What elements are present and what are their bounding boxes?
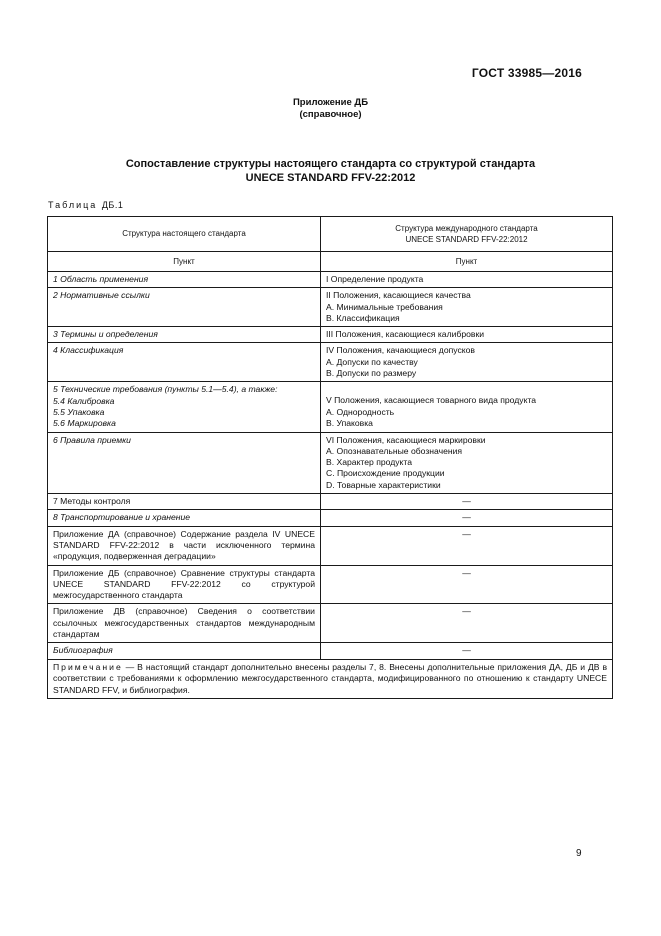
left-cell: Приложение ДБ (справочное) Сравнение структуры стандарта UNECE STANDARD FFV-22:2012 со структурой межгосударственного стандарта bbox=[48, 565, 321, 604]
right-cell: — bbox=[321, 510, 613, 526]
right-cell: — bbox=[321, 565, 613, 604]
left-cell: 7 Методы контроля bbox=[48, 494, 321, 510]
left-cell: Приложение ДА (справочное) Содержание раздела IV UNECE STANDARD FFV-22:2012 в части исключенного термина «продукция, подверженная деградации» bbox=[48, 526, 321, 565]
table-caption-number: ДБ.1 bbox=[101, 200, 124, 210]
right-cell: — bbox=[321, 494, 613, 510]
right-cell: III Положения, касающиеся калибровки bbox=[321, 327, 613, 343]
table-row bbox=[48, 382, 613, 432]
right-cell: IV Положения, качающиеся допусков A. Допуски по качеству B. Допуски по размеру bbox=[321, 343, 613, 382]
page-number: 9 bbox=[576, 848, 582, 859]
table-row bbox=[48, 327, 613, 343]
left-cell: Приложение ДВ (справочное) Сведения о соответствии ссылочных межгосударственных стандартов международным стандартам bbox=[48, 604, 321, 643]
note-text: — В настоящий стандарт дополнительно внесены разделы 7, 8. Внесены дополнительные приложения ДА, ДБ и ДВ в соответствии с требованиями к оформлению межгосударственного стандарта, модифицированного по отношению к стандарту UNECE STANDARD FFV, и библиография. bbox=[53, 661, 608, 695]
col2-header bbox=[321, 217, 613, 252]
right-cell: I Определение продукта bbox=[321, 272, 613, 288]
table-row bbox=[48, 272, 613, 288]
left-cell: 5 Технические требования (пункты 5.1—5.4), а также: 5.4 Калибровка 5.5 Упаковка 5.6 Маркировка bbox=[48, 382, 321, 432]
table-note bbox=[48, 659, 613, 699]
main-title-line-1: Сопоставление структуры настоящего стандарта со структурой стандарта bbox=[125, 158, 536, 170]
table-row bbox=[48, 604, 613, 643]
right-cell: — bbox=[321, 643, 613, 659]
right-cell: V Положения, касающиеся товарного вида продукта A. Однородность B. Упаковка bbox=[321, 382, 613, 432]
col1-header: Структура настоящего стандарта bbox=[48, 217, 321, 252]
table-row bbox=[48, 494, 613, 510]
table-caption-word: Таблица bbox=[48, 200, 98, 210]
appendix-title: Приложение ДБ bbox=[292, 97, 369, 108]
main-title-line-2: UNECE STANDARD FFV-22:2012 bbox=[245, 172, 416, 184]
left-cell: 4 Классификация bbox=[48, 343, 321, 382]
left-cell: 6 Правила приемки bbox=[48, 432, 321, 493]
note-label: Примечание bbox=[53, 661, 123, 672]
subheader-right: Пункт bbox=[321, 252, 613, 272]
table-row bbox=[48, 343, 613, 382]
table-row bbox=[48, 643, 613, 659]
left-cell: 1 Область применения bbox=[48, 272, 321, 288]
right-cell: — bbox=[321, 604, 613, 643]
table-row bbox=[48, 288, 613, 327]
table-header-row bbox=[48, 217, 613, 252]
table-row bbox=[48, 510, 613, 526]
right-cell: VI Положения, касающиеся маркировки A. Опознавательные обозначения B. Характер продукта C. Происхождение продукции D. Товарные характеристики bbox=[321, 432, 613, 493]
left-cell: Библиография bbox=[48, 643, 321, 659]
table-caption bbox=[48, 200, 123, 210]
left-cell: 8 Транспортирование и хранение bbox=[48, 510, 321, 526]
standard-designation: ГОСТ 33985—2016 bbox=[471, 66, 582, 80]
table-row bbox=[48, 565, 613, 604]
comparison-table bbox=[47, 216, 613, 699]
table-row bbox=[48, 526, 613, 565]
left-cell: 2 Нормативные ссылки bbox=[48, 288, 321, 327]
left-cell: 3 Термины и определения bbox=[48, 327, 321, 343]
col2-header-line-1: Структура международного стандарта bbox=[395, 223, 538, 233]
table-row bbox=[48, 432, 613, 493]
right-cell: — bbox=[321, 526, 613, 565]
table-subheader-row bbox=[48, 252, 613, 272]
appendix-subtitle: (справочное) bbox=[299, 109, 362, 120]
col2-header-line-2: UNECE STANDARD FFV-22:2012 bbox=[405, 235, 528, 244]
right-cell: II Положения, касающиеся качества A. Минимальные требования B. Классификация bbox=[321, 288, 613, 327]
subheader-left: Пункт bbox=[48, 252, 321, 272]
table-note-row bbox=[48, 659, 613, 699]
